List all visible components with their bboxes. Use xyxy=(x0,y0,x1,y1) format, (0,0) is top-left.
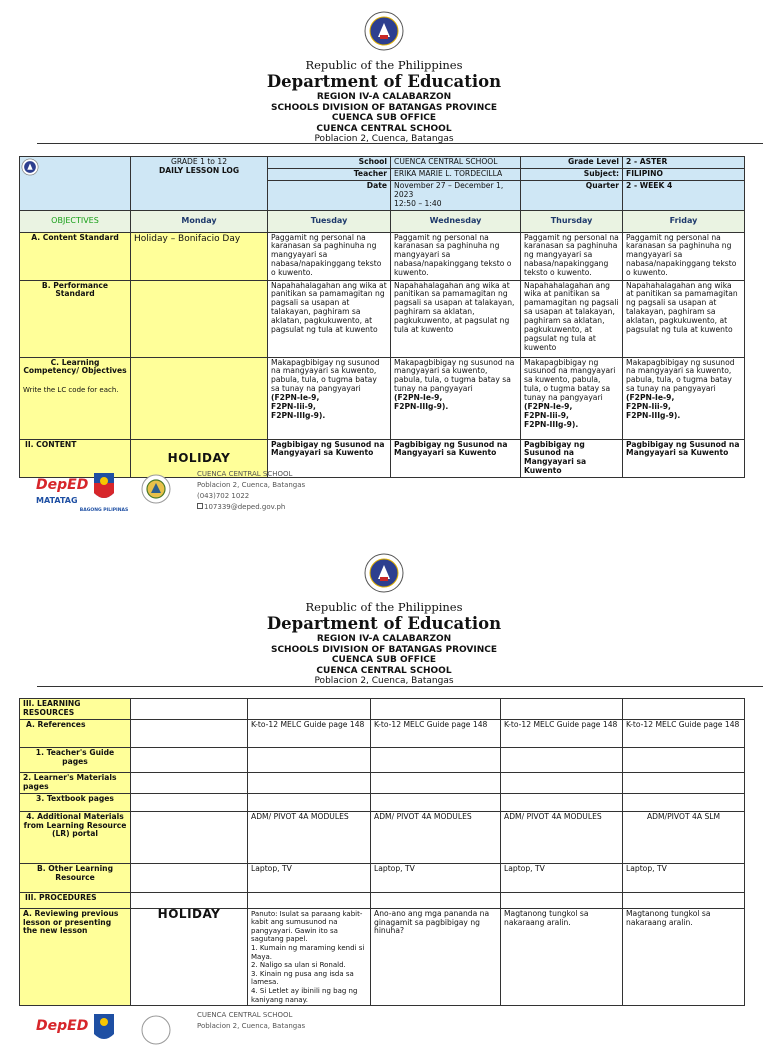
am-mon xyxy=(131,811,248,863)
references-fri: K-to-12 MELC Guide page 148 xyxy=(623,719,745,747)
republic-text: Republic of the Philippines xyxy=(305,58,463,72)
proc-tue xyxy=(248,892,371,908)
learning-competency-wed xyxy=(391,357,521,439)
region-text: REGION IV-A CALABARZON xyxy=(316,634,452,644)
footer-logos xyxy=(34,1010,184,1059)
proc-thu xyxy=(501,892,623,908)
division-text: SCHOOLS DIVISION OF BATANGAS PROVINCE xyxy=(270,102,498,113)
lr-mon xyxy=(131,699,248,720)
review-fri: Magtanong tungkol sa nakaraang aralin. xyxy=(623,908,745,1006)
lc-code-1: (F2PN-Ie-9, xyxy=(271,393,320,403)
content-holiday: HOLIDAY xyxy=(131,439,268,478)
daily-lesson-log-table xyxy=(19,156,745,478)
review-tue xyxy=(248,908,371,1006)
tg-wed xyxy=(371,747,501,772)
subject-label: Subject: xyxy=(521,168,623,180)
content-standard-tue: Paggamit ng personal na karanasan sa paghinuha ng mangyayari sa nabasa/napakinggang teksto o kuwento. xyxy=(268,232,391,280)
learning-competency-tue xyxy=(268,357,391,439)
footer-school: CUENCA CENTRAL SCHOOL xyxy=(197,470,293,478)
performance-standard-mon xyxy=(131,280,268,357)
tg-fri xyxy=(623,747,745,772)
footer-contact xyxy=(197,469,305,513)
lr-fri xyxy=(623,699,745,720)
lc-text: Makapagbibigay ng susunod na mangyayari sa kuwento, pabula, tula, o tugma batay sa tunay na pangyayari xyxy=(524,357,616,403)
lc-code-1: (F2PN-Ie-9, xyxy=(394,393,443,403)
department-title: Department of Education xyxy=(266,72,502,91)
teachers-guide-label: 1. Teacher's Guide pages xyxy=(20,747,131,772)
day-thursday: Thursday xyxy=(521,210,623,232)
learning-resources-label: III. LEARNING RESOURCES xyxy=(20,699,131,720)
school-label: School xyxy=(268,157,391,169)
references-mon xyxy=(131,719,248,747)
lm-mon xyxy=(131,772,248,793)
content-standard-label: A. Content Standard xyxy=(20,232,131,280)
tb-wed xyxy=(371,793,501,811)
deped-matatag-logo-icon xyxy=(34,469,184,514)
content-tue: Pagbibigay ng Susunod na Mangyayari sa Kuwento xyxy=(268,439,391,478)
proc-fri xyxy=(623,892,745,908)
deped-logo-text: DepED xyxy=(36,477,89,493)
objectives-header: OBJECTIVES xyxy=(20,210,131,232)
other-resource-thu: Laptop, TV xyxy=(501,863,623,892)
deped-seal-small-icon xyxy=(21,158,39,176)
date-cell xyxy=(391,180,521,210)
dll-title: DAILY LESSON LOG xyxy=(158,165,240,175)
lc-code-3: F2PN-IIIg-9). xyxy=(271,410,326,420)
learning-competency-label: C. Learning Competency/ Objectives xyxy=(23,357,127,376)
learning-competency-cell xyxy=(20,357,131,439)
lc-code-1: (F2PN-Ie-9, xyxy=(626,393,675,403)
date-value: November 27 – December 1, 2023 xyxy=(394,180,504,199)
school-value: CUENCA CENTRAL SCHOOL xyxy=(391,157,521,169)
bagong-pilipinas-text: BAGONG PILIPINAS xyxy=(79,508,129,513)
content-thu: Pagbibigay ng Susunod na Mangyayari sa Kuwento xyxy=(521,439,623,478)
content-standard-fri: Paggamit ng personal na karanasan sa paghinuha ng mangyayari sa nabasa/napakinggang teksto o kuwento. xyxy=(623,232,745,280)
date-label: Date xyxy=(268,180,391,210)
tg-mon xyxy=(131,747,248,772)
footer-email-line xyxy=(197,502,305,513)
content-standard-thu: Paggamit ng personal na karanasan sa paghinuha ng mangyayari sa nabasa/napakinggang teksto o kuwento. xyxy=(521,232,623,280)
learning-resources-table xyxy=(19,698,745,1006)
references-wed: K-to-12 MELC Guide page 148 xyxy=(371,719,501,747)
page2-footer xyxy=(34,1010,734,1055)
references-tue: K-to-12 MELC Guide page 148 xyxy=(248,719,371,747)
grade-level-label: Grade Level xyxy=(521,157,623,169)
lc-text: Makapagbibigay ng susunod na mangyayari sa kuwento, pabula, tula, o tugma batay sa tunay na pangyayari xyxy=(271,357,380,394)
deped-matatag-logo-icon xyxy=(34,1010,184,1055)
lc-code-3: F2PN-IIIg-9). xyxy=(394,402,449,412)
content-label: II. CONTENT xyxy=(20,439,131,478)
additional-materials-thu: ADM/ PIVOT 4A MODULES xyxy=(501,811,623,863)
review-instructions: Panuto: Isulat sa paraang kabit-kabit ang sumusunod na pangyayari. Gawin ito sa sagutang papel. xyxy=(251,909,363,944)
lc-text: Makapagbibigay ng susunod na mangyayari sa kuwento, pabula, tula, o tugma batay sa tunay na pangyayari xyxy=(394,357,515,394)
lm-thu xyxy=(501,772,623,793)
department-title: Department of Education xyxy=(266,614,502,633)
proc-wed xyxy=(371,892,501,908)
matatag-text: MATATAG xyxy=(36,496,78,505)
day-monday: Monday xyxy=(131,210,268,232)
procedures-label: III. PROCEDURES xyxy=(20,892,131,908)
region-text: REGION IV-A CALABARZON xyxy=(316,92,452,102)
olr-mon xyxy=(131,863,248,892)
subject-value: FILIPINO xyxy=(623,168,745,180)
other-resource-label: B. Other Learning Resource xyxy=(20,863,131,892)
references-label: A. References xyxy=(20,719,131,747)
learning-competency-mon xyxy=(131,357,268,439)
day-wednesday: Wednesday xyxy=(391,210,521,232)
school-name: CUENCA CENTRAL SCHOOL xyxy=(316,665,452,676)
review-holiday: HOLIDAY xyxy=(131,908,248,1006)
other-resource-tue: Laptop, TV xyxy=(248,863,371,892)
teacher-label: Teacher xyxy=(268,168,391,180)
footer-phone: (043)702 1022 xyxy=(197,492,250,500)
additional-materials-fri: ADM/PIVOT 4A SLM xyxy=(623,811,745,863)
references-thu: K-to-12 MELC Guide page 148 xyxy=(501,719,623,747)
performance-standard-tue: Napahahalagahan ang wika at panitikan sa pamamagitan ng pagsali sa usapan at talakayan, paghiram sa aklatan, pagkukuwento, at pagsulat ng tula at kuwento xyxy=(268,280,391,357)
performance-standard-thu: Napahahalagahan ang wika at panitikan sa pamamagitan ng pagsali sa usapan at talakayan, paghiram sa aklatan, pagkukuwento, at pagsulat ng tula at kuwento xyxy=(521,280,623,357)
tb-mon xyxy=(131,793,248,811)
lr-wed xyxy=(371,699,501,720)
performance-standard-label: B. Performance Standard xyxy=(20,280,131,357)
review-thu: Magtanong tungkol sa nakaraang aralin. xyxy=(501,908,623,1006)
dll-logo-cell xyxy=(20,157,131,211)
lc-code-3: F2PN-IIIg-9). xyxy=(524,419,579,429)
tg-tue xyxy=(248,747,371,772)
tg-thu xyxy=(501,747,623,772)
sub-office-text: CUENCA SUB OFFICE xyxy=(331,113,437,123)
review-item: 1. Kumain ng maraming kendi si Maya. xyxy=(251,944,365,961)
review-item: 3. Kinain ng pusa ang isda sa lamesa. xyxy=(251,969,354,987)
content-standard-wed: Paggamit ng personal na karanasan sa paghinuha ng mangyayari sa nabasa/napakinggang teksto o kuwento. xyxy=(391,232,521,280)
tb-tue xyxy=(248,793,371,811)
lm-tue xyxy=(248,772,371,793)
school-address: Poblacion 2, Cuenca, Batangas xyxy=(314,676,454,686)
header-divider xyxy=(37,686,763,687)
proc-mon xyxy=(131,892,248,908)
review-item: 4. Si Letlet ay ibinili ng bag ng kaniyang nanay. xyxy=(251,986,358,1004)
lr-thu xyxy=(501,699,623,720)
tb-fri xyxy=(623,793,745,811)
content-fri: Pagbibigay ng Susunod na Mangyayari sa Kuwento xyxy=(623,439,745,478)
page1-footer xyxy=(34,469,734,514)
additional-materials-label: 4. Additional Materials from Learning Resource (LR) portal xyxy=(20,811,131,863)
additional-materials-tue: ADM/ PIVOT 4A MODULES xyxy=(248,811,371,863)
deped-logo-text: DepED xyxy=(36,1018,89,1034)
additional-materials-wed: ADM/ PIVOT 4A MODULES xyxy=(371,811,501,863)
monday-holiday-note: Holiday – Bonifacio Day xyxy=(131,232,268,280)
content-wed: Pagbibigay ng Susunod na Mangyayari sa Kuwento xyxy=(391,439,521,478)
deped-seal-icon xyxy=(364,553,404,593)
dll-title-cell xyxy=(131,157,268,211)
textbook-pages-label: 3. Textbook pages xyxy=(20,793,131,811)
lc-code-note: Write the LC code for each. xyxy=(23,386,119,395)
performance-standard-fri: Napahahalagahan ang wika at panitikan sa pamamagitan ng pagsali sa usapan at talakayan, paghiram sa aklatan, pagkukuwento, at pagsulat ng tula at kuwento xyxy=(623,280,745,357)
lc-code-2: F2PN-Iii-9, xyxy=(626,402,671,412)
time-value: 12:50 – 1:40 xyxy=(394,198,442,208)
page2-header xyxy=(0,553,768,687)
reviewing-lesson-label: A. Reviewing previous lesson or presenting the new lesson xyxy=(20,908,131,1006)
learners-materials-label: 2. Learner's Materials pages xyxy=(20,772,131,793)
day-friday: Friday xyxy=(623,210,745,232)
lc-code-3: F2PN-IIIg-9). xyxy=(626,410,681,420)
lm-wed xyxy=(371,772,501,793)
sub-office-text: CUENCA SUB OFFICE xyxy=(331,655,437,665)
footer-address: Poblacion 2, Cuenca, Batangas xyxy=(197,1022,306,1030)
footer-email[interactable]: 107339@deped.gov.ph xyxy=(204,503,286,511)
page1-header xyxy=(0,11,768,145)
review-wed: Ano-ano ang mga pananda na ginagamit sa pagbibigay ng hinuha? xyxy=(371,908,501,1006)
lm-fri xyxy=(623,772,745,793)
teacher-value: ERIKA MARIE L. TORDECILLA xyxy=(391,168,521,180)
email-icon xyxy=(197,503,203,509)
footer-school: CUENCA CENTRAL SCHOOL xyxy=(197,1011,293,1019)
lc-code-2: F2PN-Iii-9, xyxy=(271,402,316,412)
header-divider xyxy=(37,143,763,144)
school-name: CUENCA CENTRAL SCHOOL xyxy=(316,123,452,134)
tb-thu xyxy=(501,793,623,811)
footer-contact xyxy=(197,1010,305,1032)
review-item: 2. Naligo sa ulan si Ronald. xyxy=(251,961,346,970)
other-resource-fri: Laptop, TV xyxy=(623,863,745,892)
lc-text: Makapagbibigay ng susunod na mangyayari sa kuwento, pabula, tula, o tugma batay sa tunay na pangyayari xyxy=(626,357,735,394)
school-address: Poblacion 2, Cuenca, Batangas xyxy=(314,134,454,144)
republic-text: Republic of the Philippines xyxy=(305,600,463,614)
footer-address: Poblacion 2, Cuenca, Batangas xyxy=(197,481,306,489)
division-text: SCHOOLS DIVISION OF BATANGAS PROVINCE xyxy=(270,644,498,655)
lc-code-1: (F2PN-Ie-9, xyxy=(524,402,573,412)
performance-standard-wed: Napahahalagahan ang wika at panitikan sa pamamagitan ng pagsali sa usapan at talakayan, paghiram sa aklatan, pagkukuwento, at pagsulat ng tula at kuwento xyxy=(391,280,521,357)
other-resource-wed: Laptop, TV xyxy=(371,863,501,892)
learning-competency-fri xyxy=(623,357,745,439)
lc-code-2: F2PN-Iii-9, xyxy=(524,410,569,420)
grades-text: GRADE 1 to 12 xyxy=(170,157,228,166)
footer-logos xyxy=(34,469,184,518)
learning-competency-thu xyxy=(521,357,623,439)
day-tuesday: Tuesday xyxy=(268,210,391,232)
grade-level-value: 2 - ASTER xyxy=(623,157,745,169)
quarter-label: Quarter xyxy=(521,180,623,210)
lr-tue xyxy=(248,699,371,720)
deped-seal-icon xyxy=(364,11,404,51)
quarter-value: 2 - WEEK 4 xyxy=(623,180,745,210)
